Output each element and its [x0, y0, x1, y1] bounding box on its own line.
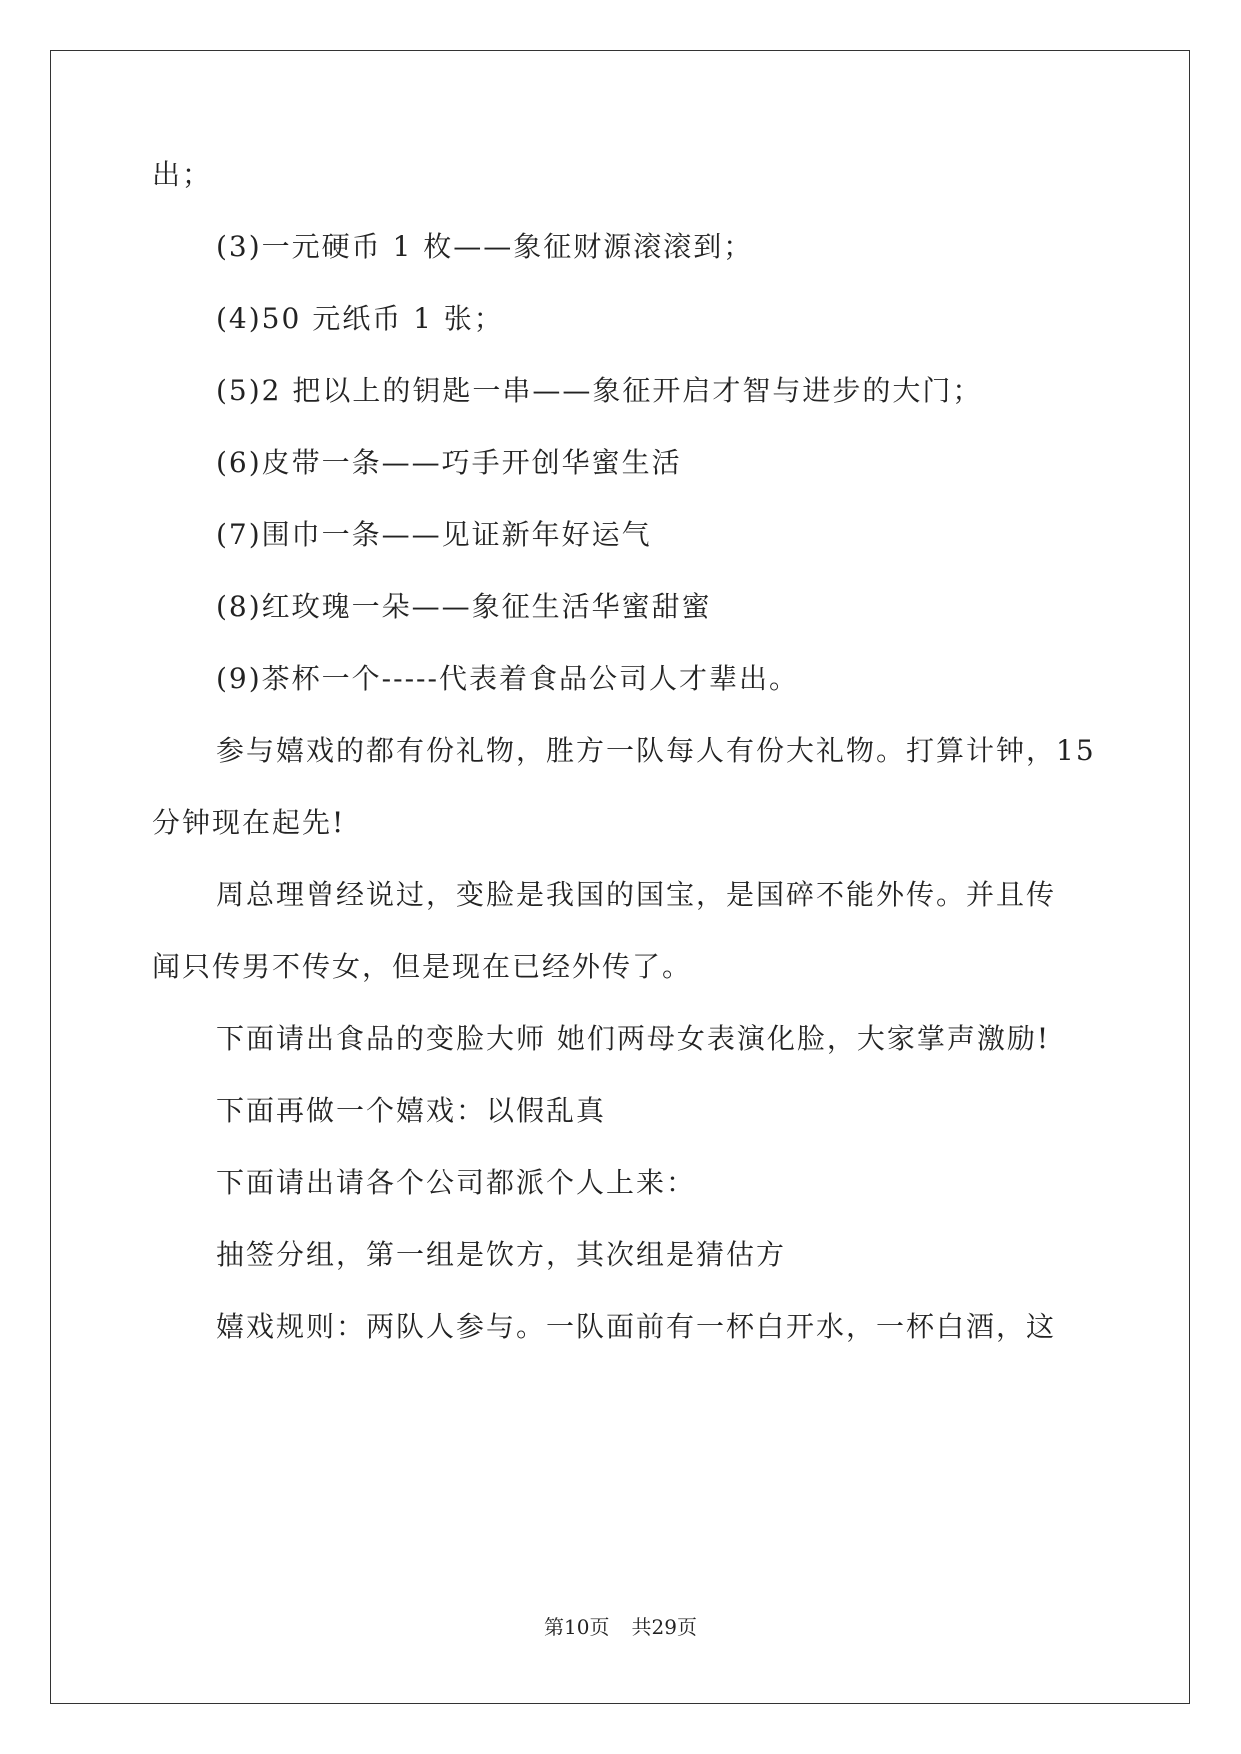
page-footer [0, 1614, 1241, 1640]
text-line: 周总理曾经说过，变脸是我国的国宝，是国碎不能外传。并且传 [216, 878, 1057, 911]
text-line: (6)皮带一条——巧手开创华蜜生活 [216, 446, 682, 479]
text-line: 下面请出请各个公司都派个人上来： [216, 1166, 697, 1199]
text-line: 闻只传男不传女，但是现在已经外传了。 [152, 950, 693, 983]
page-total: 共29页 [631, 1615, 697, 1639]
text-line: (4)50 元纸币 1 张； [216, 302, 504, 335]
page-number: 第10页 [544, 1615, 610, 1639]
text-line: 参与嬉戏的都有份礼物，胜方一队每人有份大礼物。打算计钟，15 [216, 734, 1096, 767]
text-line: 嬉戏规则：两队人参与。一队面前有一杯白开水，一杯白酒，这 [216, 1310, 1057, 1343]
text-line: 分钟现在起先! [152, 806, 346, 839]
text-line: 下面请出食品的变脸大师 她们两母女表演化脸，大家掌声激励! [216, 1022, 1051, 1055]
text-line: (9)茶杯一个-----代表着食品公司人才辈出。 [216, 662, 799, 695]
text-line: 出； [152, 158, 213, 191]
text-line: (8)红玫瑰一朵——象征生活华蜜甜蜜 [216, 590, 712, 623]
text-line: 抽签分组，第一组是饮方，其次组是猜估方 [216, 1238, 787, 1271]
text-line: (3)一元硬币 1 枚——象征财源滚滚到； [216, 230, 754, 263]
text-line: (5)2 把以上的钥匙一串——象征开启才智与进步的大门； [216, 374, 983, 407]
text-line: 下面再做一个嬉戏：以假乱真 [216, 1094, 607, 1127]
text-line: (7)围巾一条——见证新年好运气 [216, 518, 652, 551]
